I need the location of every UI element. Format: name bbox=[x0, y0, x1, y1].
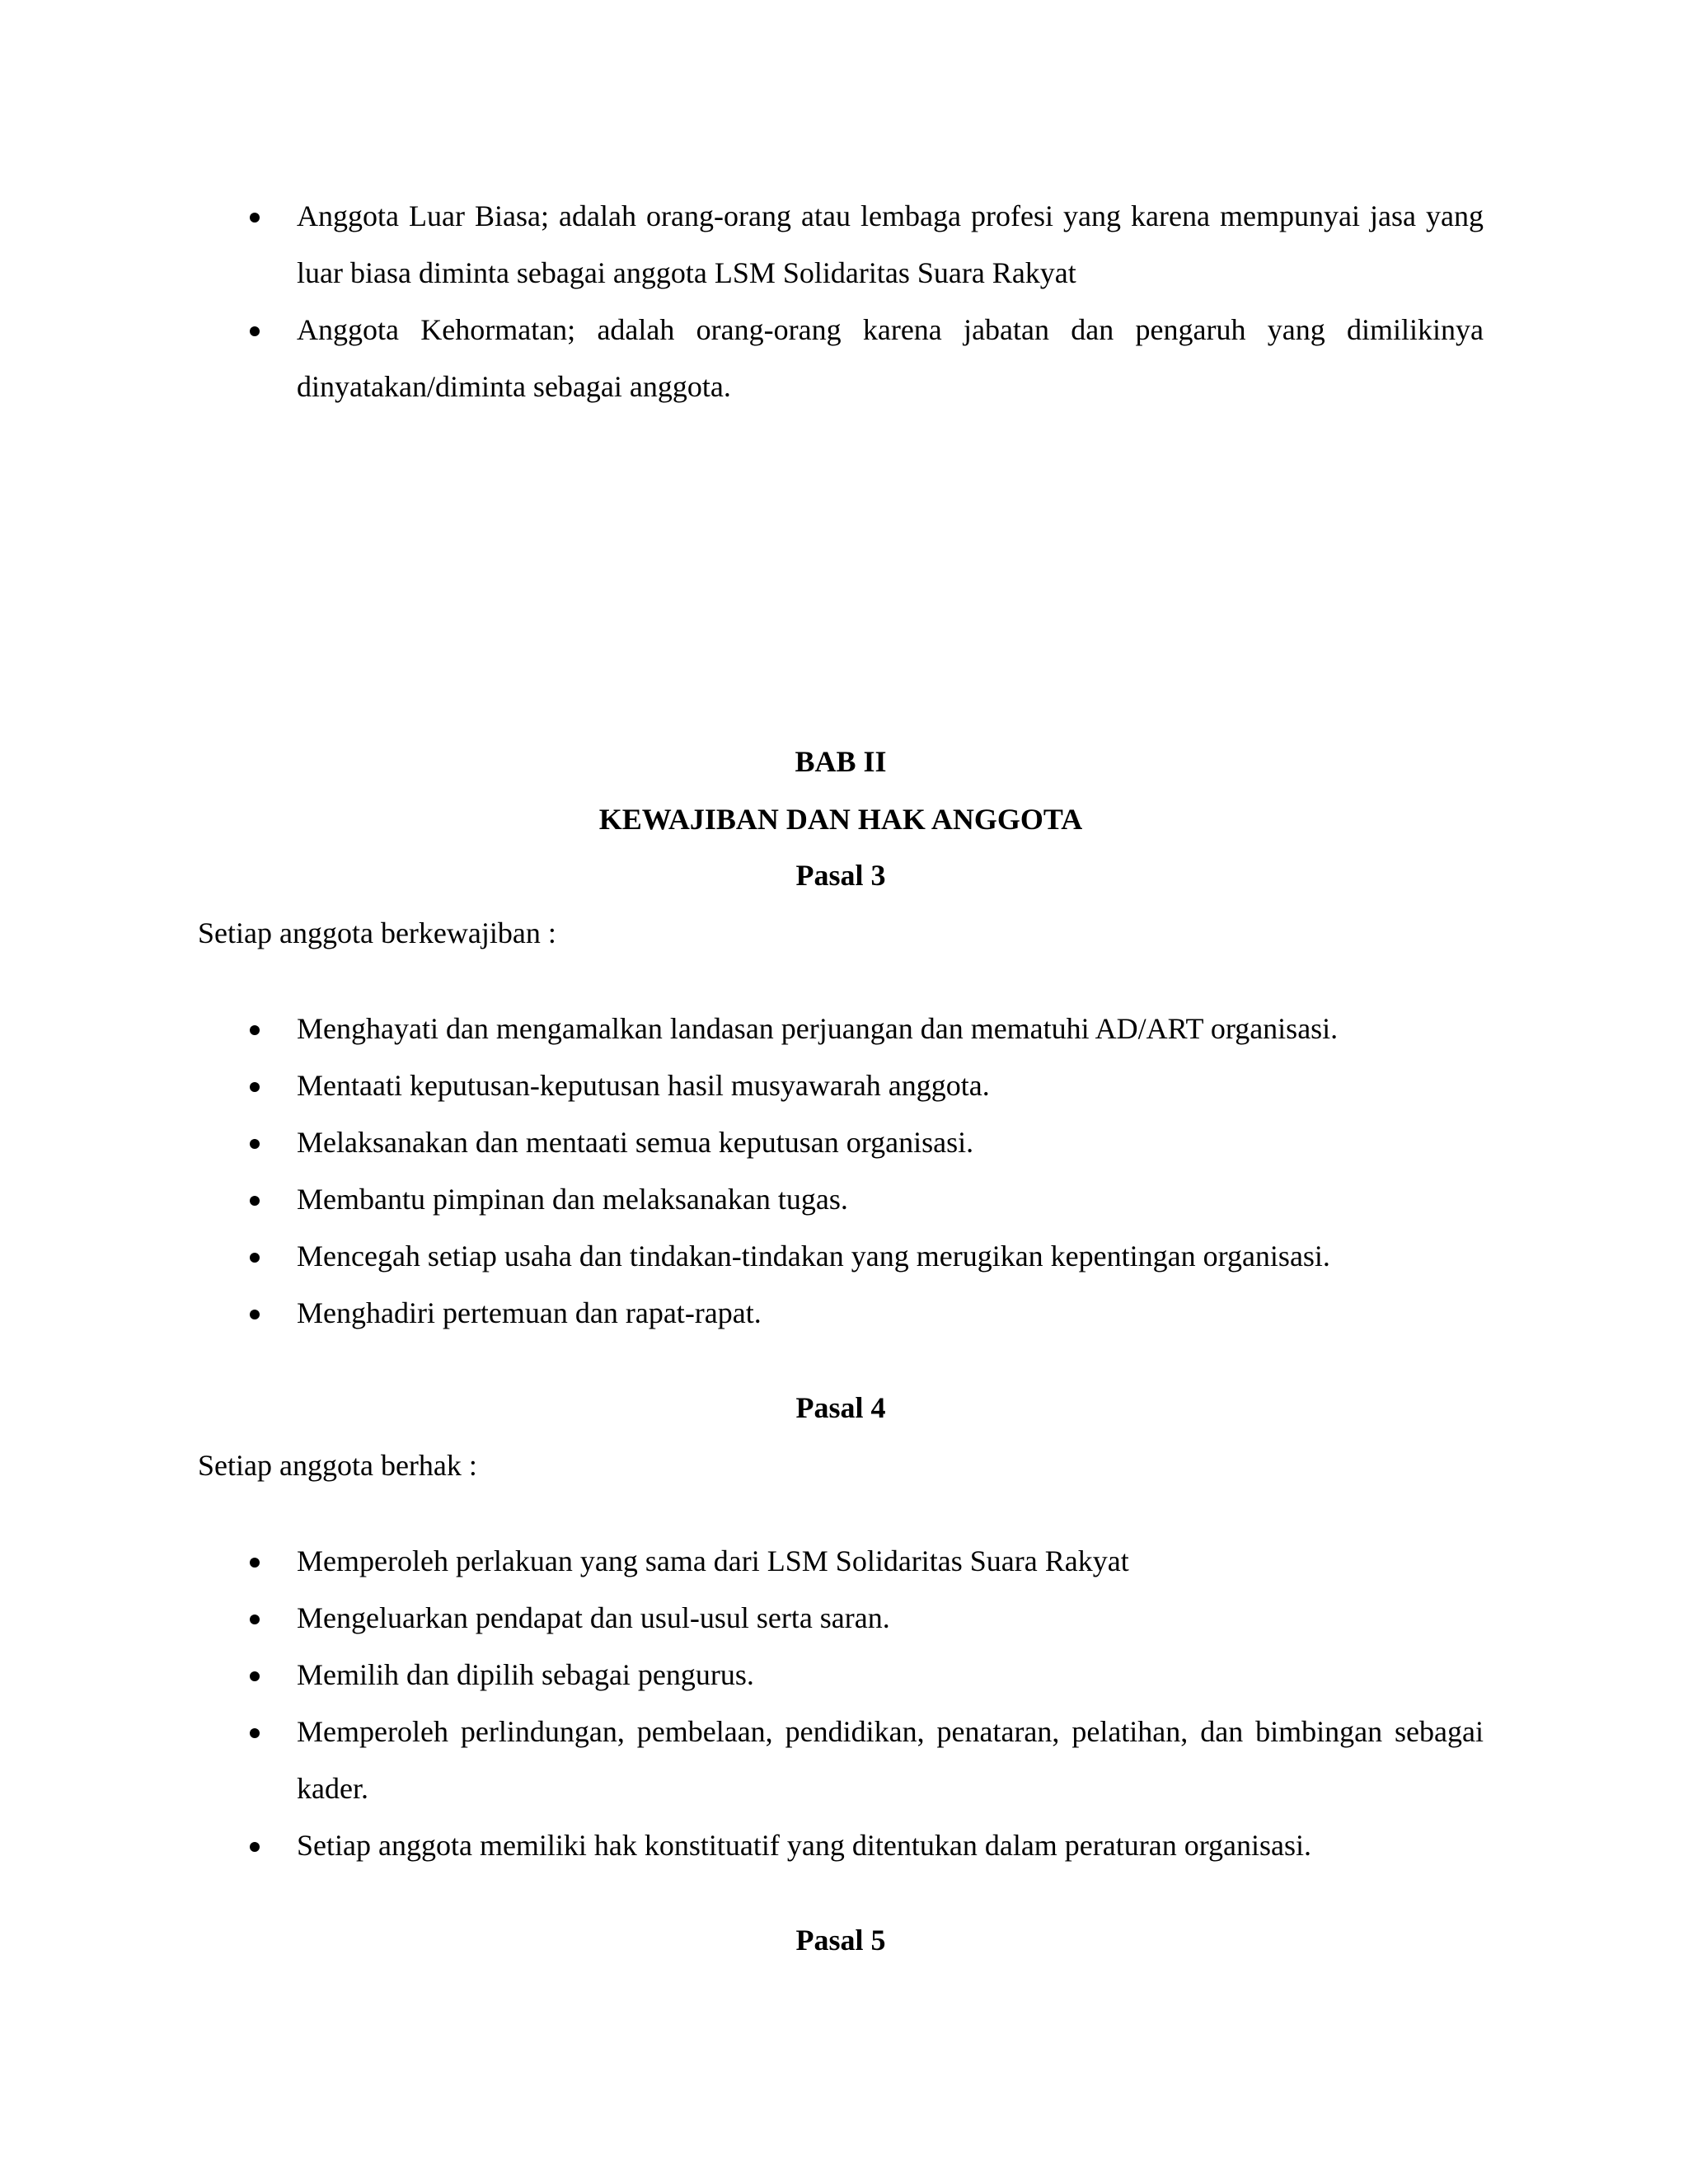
list-item bbox=[198, 1590, 1484, 1647]
list-item bbox=[198, 1114, 1484, 1171]
list-item bbox=[198, 1057, 1484, 1114]
list-item bbox=[198, 1171, 1484, 1228]
bullet-icon bbox=[250, 1253, 260, 1263]
list-item-text: Membantu pimpinan dan melaksanakan tugas. bbox=[297, 1183, 848, 1216]
list-item-text: Memperoleh perlindungan, pembelaan, pendidikan, penataran, pelatihan, dan bimbingan sebagai kader. bbox=[297, 1715, 1484, 1805]
list-item-text: Anggota Kehormatan; adalah orang-orang karena jabatan dan pengaruh yang dimilikinya dinyatakan/diminta sebagai anggota. bbox=[297, 313, 1484, 403]
pasal-3-intro: Setiap anggota berkewajiban : bbox=[198, 916, 556, 949]
list-item-text: Menghayati dan mengamalkan landasan perjuangan dan mematuhi AD/ART organisasi. bbox=[297, 1012, 1339, 1045]
bullet-icon bbox=[250, 1310, 260, 1319]
bullet-icon bbox=[250, 213, 260, 223]
list-item-text: Memperoleh perlakuan yang sama dari LSM Solidaritas Suara Rakyat bbox=[297, 1544, 1129, 1577]
list-item bbox=[198, 188, 1484, 302]
bullet-icon bbox=[250, 326, 260, 336]
bullet-icon bbox=[250, 1025, 260, 1035]
bullet-icon bbox=[250, 1196, 260, 1206]
list-item-text: Setiap anggota memiliki hak konstituatif yang ditentukan dalam peraturan organisasi. bbox=[297, 1829, 1312, 1862]
rights-list bbox=[198, 1533, 1484, 1874]
list-item-text: Menghadiri pertemuan dan rapat-rapat. bbox=[297, 1296, 762, 1329]
bullet-icon bbox=[250, 1842, 260, 1852]
list-item-text: Mengeluarkan pendapat dan usul-usul serta saran. bbox=[297, 1601, 890, 1634]
list-item-text: Memilih dan dipilih sebagai pengurus. bbox=[297, 1658, 754, 1691]
bullet-icon bbox=[250, 1671, 260, 1681]
list-item-text: Anggota Luar Biasa; adalah orang-orang atau lembaga profesi yang karena mempunyai jasa yang luar biasa diminta sebagai anggota LSM Solidaritas Suara Rakyat bbox=[297, 199, 1484, 289]
list-item bbox=[198, 1704, 1484, 1817]
list-item bbox=[198, 1817, 1484, 1874]
pasal-4-list-block bbox=[198, 1533, 1484, 1874]
bullet-icon bbox=[250, 1615, 260, 1624]
list-item bbox=[198, 302, 1484, 415]
pasal-4-heading: Pasal 4 bbox=[795, 1391, 886, 1424]
pasal-5-heading: Pasal 5 bbox=[795, 1924, 886, 1957]
list-item bbox=[198, 1647, 1484, 1704]
pasal-4-intro: Setiap anggota berhak : bbox=[198, 1449, 477, 1482]
chapter-number: BAB II bbox=[795, 745, 887, 778]
chapter-title: KEWAJIBAN DAN HAK ANGGOTA bbox=[598, 803, 1083, 836]
pasal-3-heading: Pasal 3 bbox=[795, 859, 886, 892]
list-item bbox=[198, 1285, 1484, 1342]
bullet-icon bbox=[250, 1082, 260, 1092]
bullet-icon bbox=[250, 1728, 260, 1738]
member-types-list bbox=[198, 188, 1484, 415]
list-item bbox=[198, 1228, 1484, 1285]
list-item bbox=[198, 1001, 1484, 1057]
member-types-list-block bbox=[198, 188, 1484, 415]
bullet-icon bbox=[250, 1558, 260, 1568]
list-item-text: Mencegah setiap usaha dan tindakan-tindakan yang merugikan kepentingan organisasi. bbox=[297, 1240, 1330, 1272]
obligations-list bbox=[198, 1001, 1484, 1342]
list-item-text: Melaksanakan dan mentaati semua keputusan organisasi. bbox=[297, 1126, 974, 1159]
bullet-icon bbox=[250, 1139, 260, 1149]
list-item-text: Mentaati keputusan-keputusan hasil musyawarah anggota. bbox=[297, 1069, 990, 1102]
list-item bbox=[198, 1533, 1484, 1590]
pasal-3-list-block bbox=[198, 1001, 1484, 1342]
